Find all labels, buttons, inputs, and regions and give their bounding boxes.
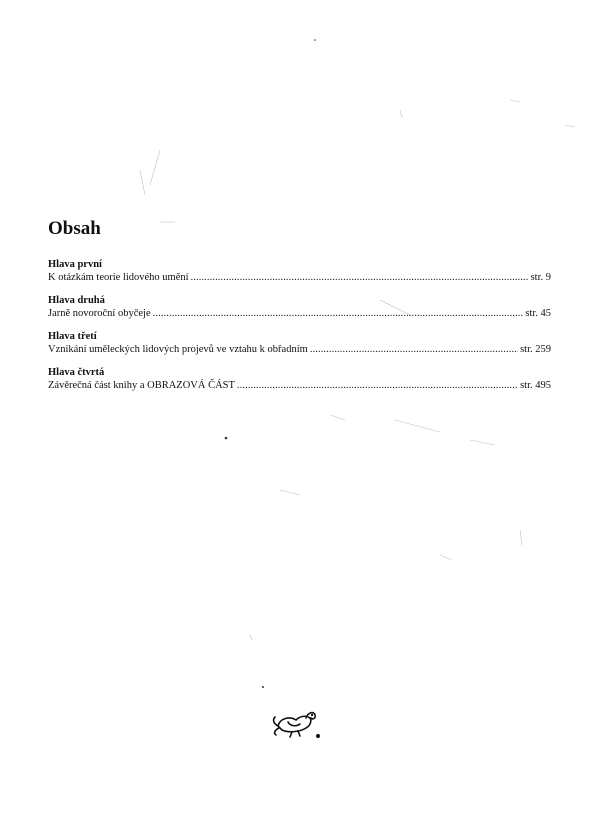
page-reference: str. 9 [530, 272, 551, 283]
page-title: Obsah [48, 218, 101, 239]
page-reference: str. 495 [520, 380, 551, 391]
toc-entry [48, 366, 551, 393]
dot-leader [310, 343, 518, 357]
table-of-contents [48, 258, 551, 402]
dot-leader [153, 307, 524, 321]
page-reference: str. 259 [520, 344, 551, 355]
toc-line[interactable] [48, 271, 551, 285]
chapter-label: Hlava třetí [48, 331, 97, 342]
chapter-title: Vznikání uměleckých lidových projevů ve vztahu k obřadním [48, 344, 308, 355]
dot-leader [191, 271, 529, 285]
chapter-label: Hlava čtvrtá [48, 367, 105, 378]
chapter-title: K otázkám teorie lidového umění [48, 272, 189, 283]
toc-line[interactable] [48, 307, 551, 321]
toc-entry [48, 258, 551, 285]
toc-line[interactable] [48, 379, 551, 393]
dot-leader [237, 379, 518, 393]
chapter-title: Závěrečná část knihy a OBRAZOVÁ ČÁST [48, 380, 235, 391]
chapter-title: Jarně novoroční obyčeje [48, 308, 151, 319]
page-reference: str. 45 [525, 308, 551, 319]
chapter-label: Hlava první [48, 259, 102, 270]
bird-ornament-icon [270, 706, 322, 740]
toc-entry [48, 294, 551, 321]
toc-entry [48, 330, 551, 357]
chapter-label: Hlava druhá [48, 295, 105, 306]
toc-line[interactable] [48, 343, 551, 357]
